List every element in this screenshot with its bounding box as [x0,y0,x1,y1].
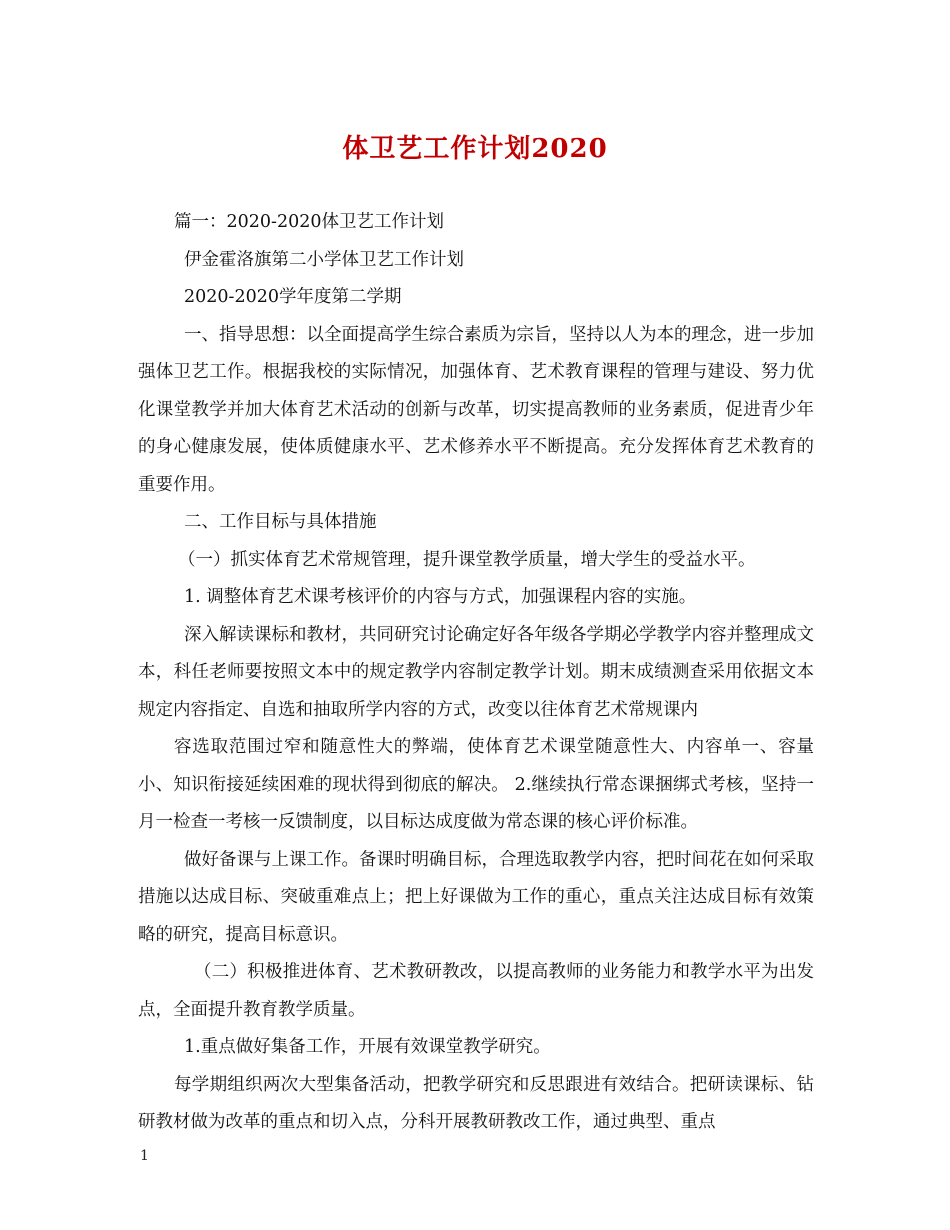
paragraph: 二、工作目标与具体措施 [184,512,377,532]
document-title: 体卫艺工作计划2020 [342,134,608,164]
paragraph: （一）抓实体育艺术常规管理，提升课堂教学质量，增大学生的受益水平。 [178,549,756,570]
paragraph: 深入解读课标和教材，共同研究讨论确定好各年级各学期必学教学内容并整理成文本，科任老师要按照文本中的规定教学内容制定教学计划。期末成绩测查采用依据文本规定内容指定、自选和抽取所学内容的方式，改变以往体育艺术常规课内 [138,624,814,720]
paragraph: 2020-2020学年度第二学期 [184,287,402,307]
document-body [138,204,814,1142]
paragraph: 伊金霍洛旗第二小学体卫艺工作计划 [184,249,464,270]
paragraph: 1. 调整体育艺术课考核评价的内容与方式，加强课程内容的实施。 [184,587,697,607]
paragraph: 1.重点做好集备工作，开展有效课堂教学研究。 [184,1037,551,1057]
paragraph: （二）积极推进体育、艺术教研教改，以提高教师的业务能力和教学水平为出发点，全面提升教育教学质量。 [138,962,814,1020]
paragraph: 做好备课与上课工作。备课时明确目标，合理选取教学内容，把时间花在如何采取措施以达成目标、突破重难点上；把上好课做为工作的重心，重点关注达成目标有效策略的研究，提高目标意识。 [138,849,814,945]
paragraph: 容选取范围过窄和随意性大的弊端，使体育艺术课堂随意性大、内容单一、容量小、知识衔接延续困难的现状得到彻底的解决。 2.继续执行常态课捆绑式考核，坚持一月一检查一考核一反馈制度，以目标达成度做为常态课的核心评价标准。 [138,737,814,832]
paragraph: 篇一：2020-2020体卫艺工作计划 [174,212,444,232]
paragraph: 一、指导思想：以全面提高学生综合素质为宗旨，坚持以人为本的理念，进一步加强体卫艺工作。根据我校的实际情况，加强体育、艺术教育课程的管理与建设、努力优化课堂教学并加大体育艺术活动的创新与改革，切实提高教师的业务素质，促进青少年的身心健康发展，使体质健康水平、艺术修养水平不断提高。充分发挥体育艺术教育的重要作用。 [138,324,814,495]
paragraph: 每学期组织两次大型集备活动，把教学研究和反思跟进有效结合。把研读课标、钻研教材做为改革的重点和切入点，分科开展教研教改工作，通过典型、重点 [138,1074,814,1132]
page-number: 1 [140,1148,149,1164]
